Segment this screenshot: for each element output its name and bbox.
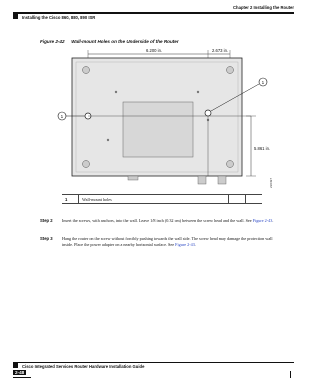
callout-right-number: 1	[261, 79, 265, 85]
figure-link[interactable]: Figure 2-43	[252, 218, 273, 223]
step-label: Step 2	[40, 218, 53, 223]
dim-height-label: 5.861 in.	[254, 146, 271, 151]
header-marker	[13, 14, 18, 19]
figure-number: Figure 2-42	[40, 39, 65, 44]
guide-title: Cisco Integrated Services Router Hardware Installation Guide	[22, 364, 145, 369]
section-title: Installing the Cisco 860, 880, 890 ISR	[22, 15, 96, 20]
label-plate	[123, 102, 193, 157]
figure-legend	[62, 194, 262, 204]
dim-width-label: 6.200 in.	[146, 48, 163, 53]
legend-empty-cell	[246, 195, 263, 204]
figure-link[interactable]: Figure 2-43	[175, 241, 195, 247]
step-text: Hang the router on the screw without forcibly pushing towards the wall side. The screw head may damage the protection wall inside. Place the power adapter on a nearby horizontal surface. See Figure 2-43.	[62, 236, 273, 247]
step-text: Insert the screws, with anchors, into the wall. Leave 1/8 inch (0.32 cm) between the screw head and the wall. See Figure 2-43.	[62, 218, 274, 223]
callout-left-number: 1	[60, 113, 64, 119]
page-number-rule	[13, 377, 31, 378]
footer-tick	[290, 371, 291, 378]
header-rule	[13, 12, 294, 14]
art-id: 230497	[269, 177, 273, 188]
legend-row	[62, 195, 262, 204]
figure-title: Wall-mount Holes on the Underside of the Router	[71, 39, 179, 44]
footer-rule	[13, 362, 294, 363]
wall-mount-hole-right	[205, 110, 211, 116]
footer-marker	[13, 363, 18, 368]
page-number: 2-48	[15, 370, 25, 375]
chapter-title: Chapter 2 Installing the Router	[233, 5, 294, 10]
legend-number: 1	[62, 195, 79, 204]
step-label: Step 3	[40, 236, 53, 241]
legend-empty-cell	[229, 195, 246, 204]
dim-right-label: 2.673 in.	[212, 48, 229, 53]
legend-label: Wall-mount holes	[79, 195, 229, 204]
router-underside-figure	[48, 40, 276, 190]
